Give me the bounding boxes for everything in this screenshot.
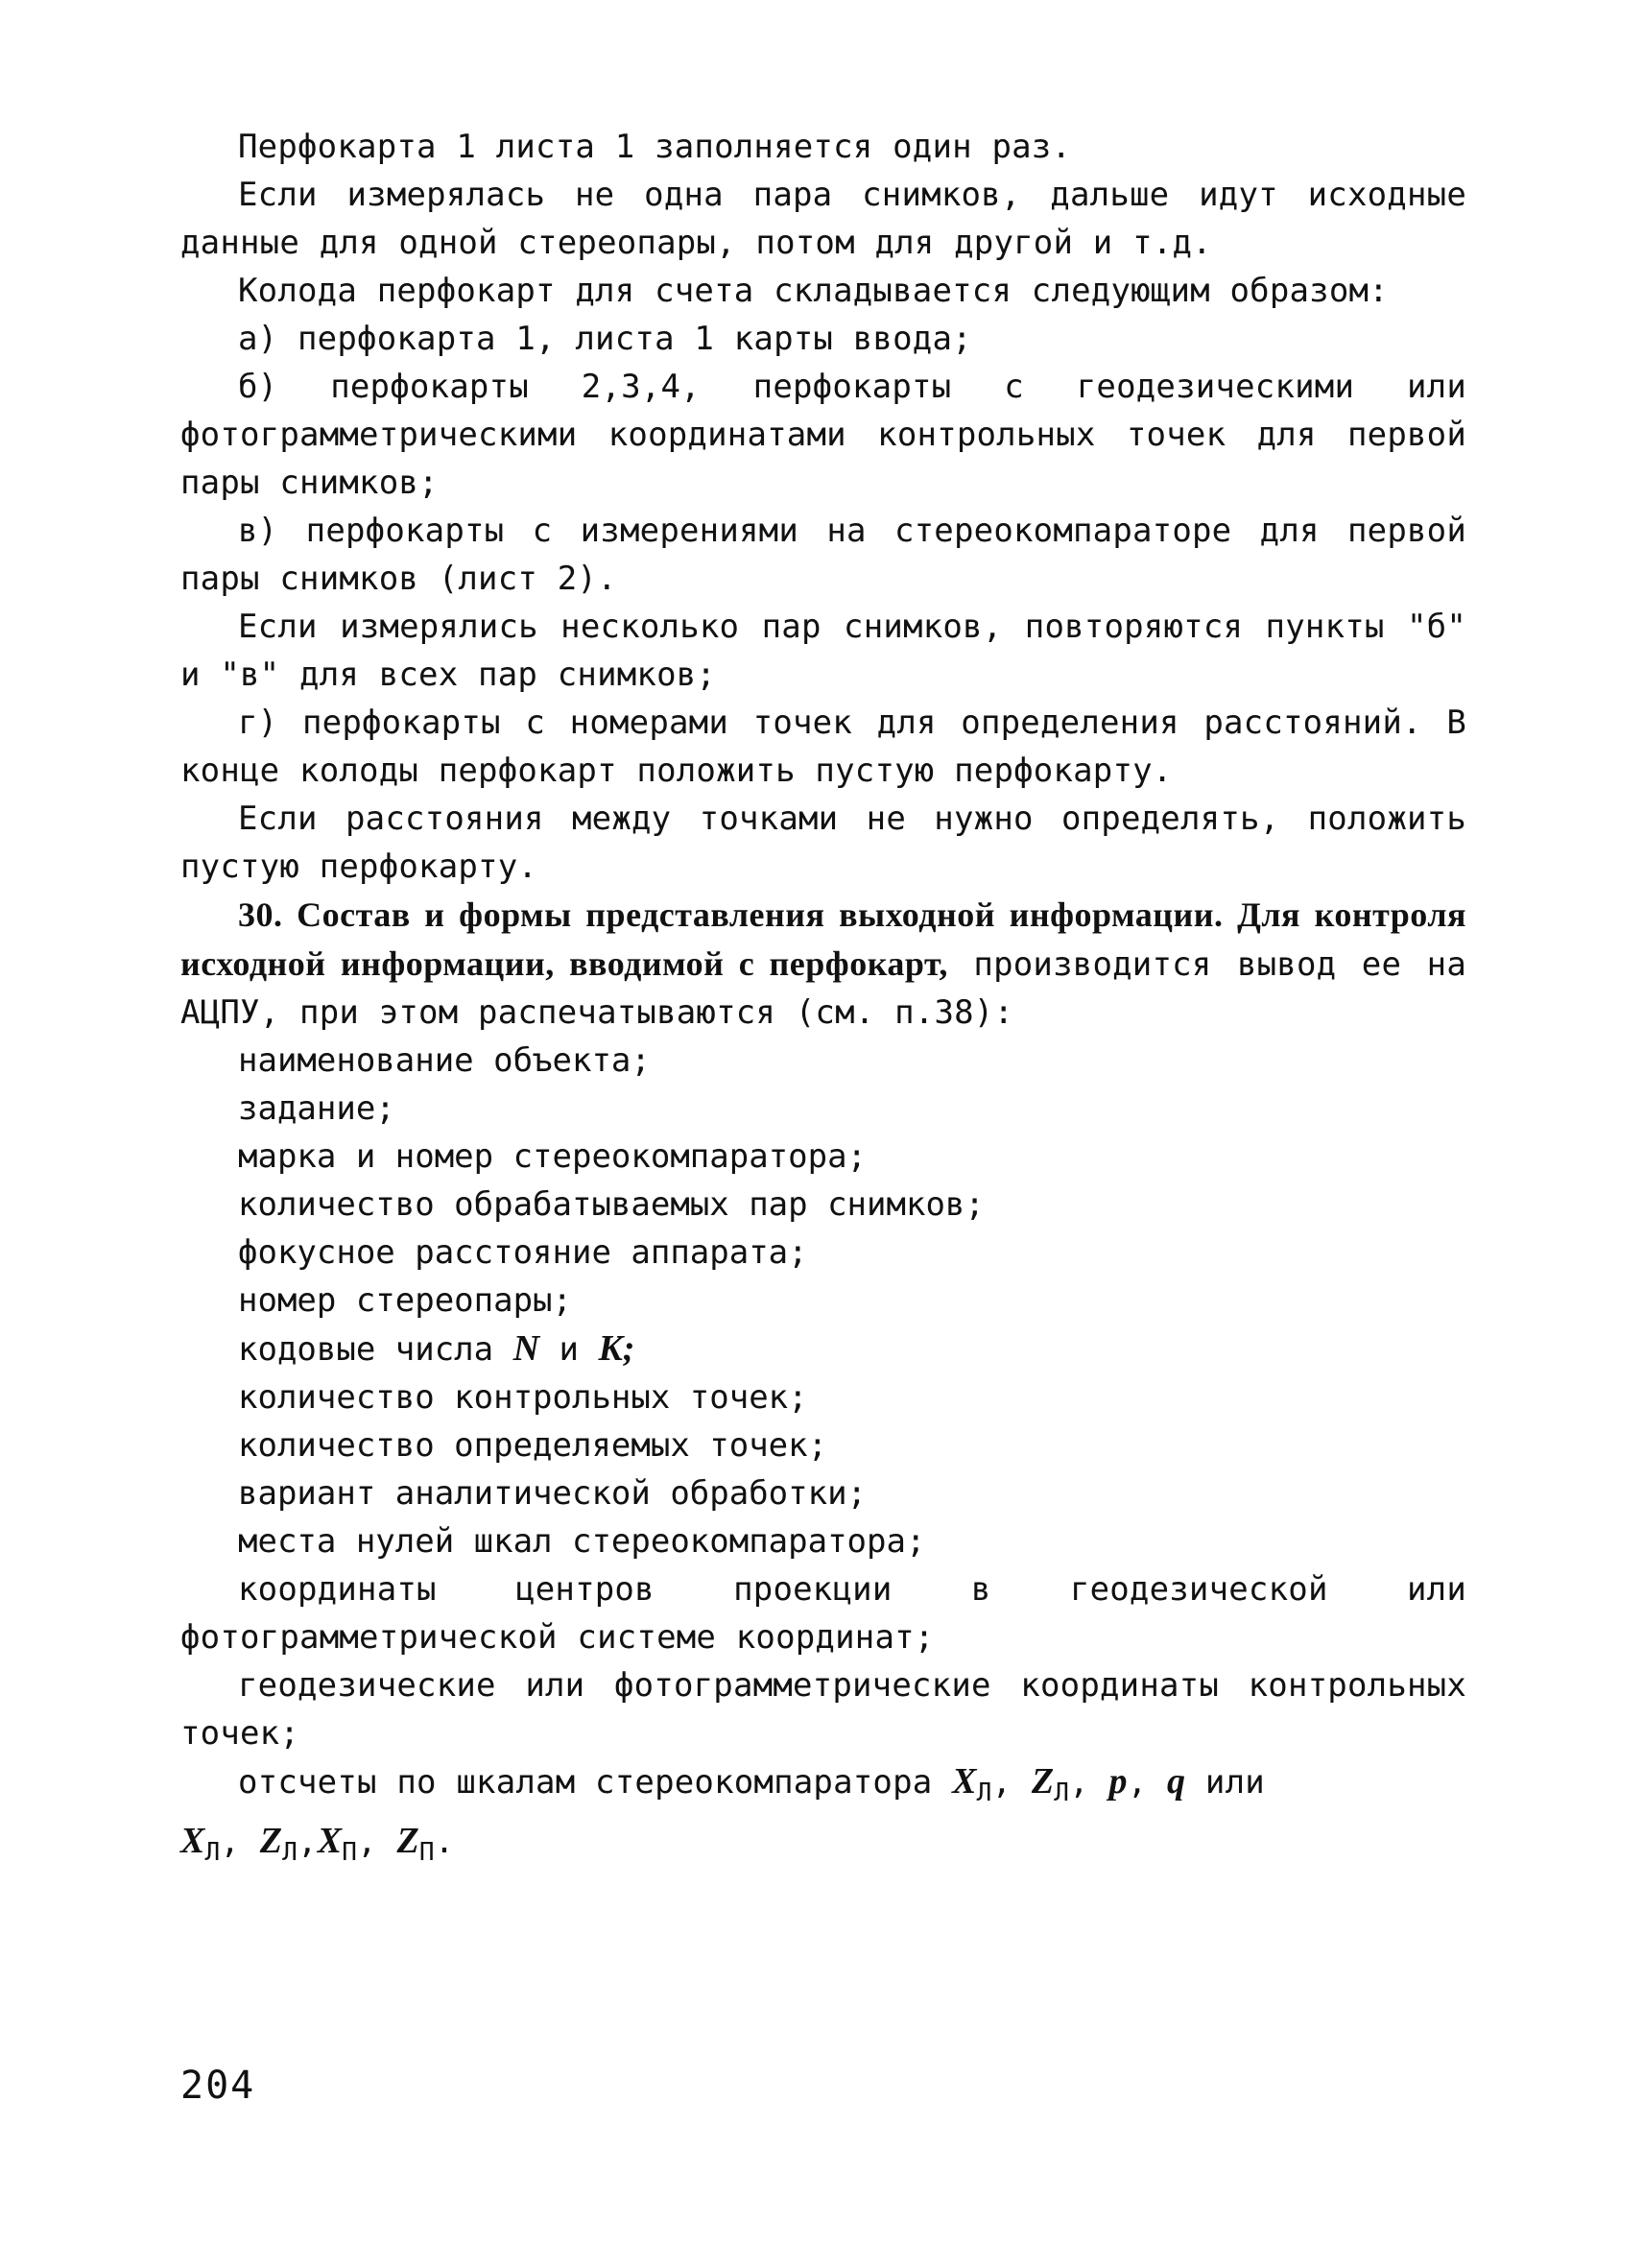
symbol-z: Z [396,1821,419,1861]
list-item: вариант аналитической обработки; [238,1474,868,1513]
list-item-long: координаты центров проекции в геодезической или фотограмметрической системе координат; [180,1570,1466,1657]
subscript-l: Л [976,1779,992,1807]
symbol-q: q [1167,1761,1186,1802]
section-30 [180,891,1466,1037]
paragraph: Колода перфокарт для счета складывается следующим образом: [238,272,1389,310]
symbol-x: X [317,1821,343,1861]
list-item-b: б) перфокарты 2,3,4, перфокарты с геодезическими или фотограмметрическими координатами контрольных точек для первой пары снимков; [180,368,1466,502]
paragraph: Если измерялись несколько пар снимков, повторяются пункты "б" и "в" для всех пар снимков; [180,608,1466,694]
page-body [180,123,1466,1876]
section-heading: 30. Состав и формы представления выходной информации. Для контроля исходной информации, вводимой с перфокарт, [180,895,1466,983]
codes-and: и [539,1330,599,1369]
list-item-codes [180,1325,1466,1373]
subscript-l: Л [1054,1779,1070,1807]
symbol-p: p [1108,1761,1128,1802]
list-item: количество контрольных точек; [238,1378,808,1417]
subscript-p: П [342,1838,358,1867]
symbol-x: X [952,1761,977,1802]
subscript-p: П [418,1838,435,1867]
paragraph: Если расстояния между точками не нужно определять, положить пустую перфокарту. [180,800,1466,886]
readings-or: или [1185,1763,1265,1802]
codes-prefix: кодовые числа [238,1330,513,1369]
list-item: наименование объекта; [238,1041,651,1080]
readings-prefix: отсчеты по шкалам стереокомпаратора [238,1763,953,1802]
subscript-l: Л [204,1838,221,1867]
section-text: производится вывод ее на АЦПУ, при этом распечатываются (см. п.38): [180,945,1466,1032]
list-item: количество обрабатываемых пар снимков; [238,1185,985,1224]
list-item: задание; [238,1089,395,1128]
subscript-l: Л [282,1838,298,1867]
symbol-k: K; [598,1328,635,1369]
symbol-n: N [512,1328,540,1369]
list-item-g: г) перфокарты с номерами точек для определения расстояний. В конце колоды перфокарт положить пустую перфокарту. [180,704,1466,790]
list-item-long: геодезические или фотограмметрические координаты контрольных точек; [180,1666,1466,1753]
page-number: 204 [180,2064,256,2108]
list-item: марка и номер стереокомпаратора; [238,1137,868,1176]
paragraph: Если измерялась не одна пара снимков, дальше идут исходные данные для одной стереопары, потом для другой и т.д. [180,176,1466,262]
paragraph: Перфокарта 1 листа 1 заполняется один раз. [238,128,1072,166]
list-item: фокусное расстояние аппарата; [238,1233,808,1272]
symbol-z: Z [259,1821,283,1861]
list-item: номер стереопары; [238,1281,572,1320]
list-item: места нулей шкал стереокомпаратора; [238,1522,926,1561]
list-item: количество определяемых точек; [238,1426,828,1465]
list-item-readings: отсчеты по шкалам стереокомпаратора $X_Л$, $Z_Л$, p, q или $X_Л$, $Z_Л,X_П$, $Z_П$. [180,1761,1265,1867]
symbol-x: X [180,1821,205,1861]
list-item-v: в) перфокарты с измерениями на стереокомпараторе для первой пары снимков (лист 2). [180,512,1466,598]
symbol-z: Z [1031,1761,1055,1802]
list-item-a: а) перфокарта 1, листа 1 карты ввода; [238,320,972,358]
